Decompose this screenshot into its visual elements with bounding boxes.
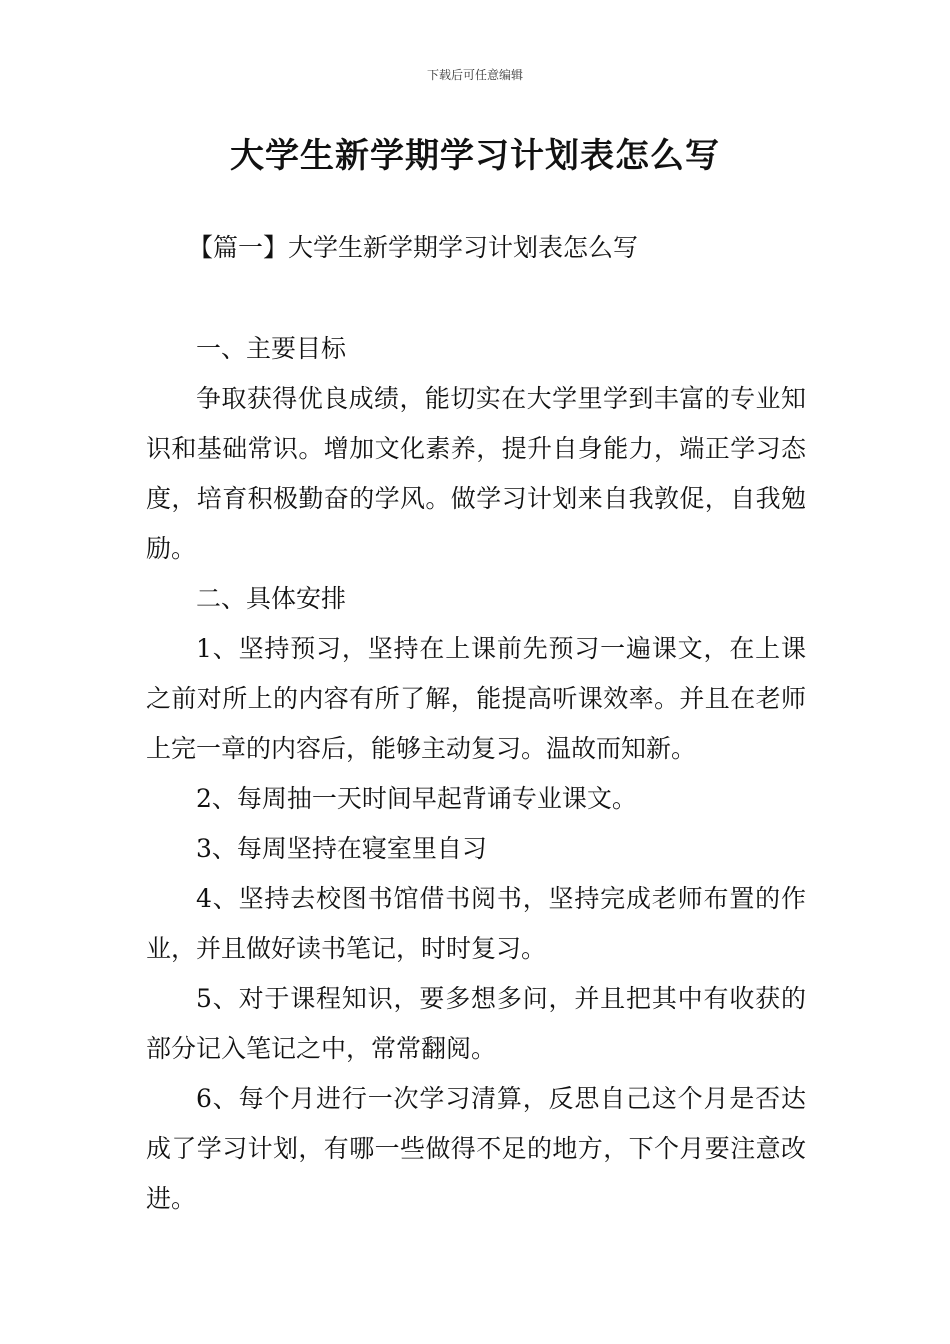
document-title: 大学生新学期学习计划表怎么写 [230,136,720,176]
list-item-4: 4、坚持去校图书馆借书阅书，坚持完成老师布置的作业，并且做好读书笔记，时时复习。 [146,884,806,963]
paragraph-goals: 争取获得优良成绩，能切实在大学里学到丰富的专业知识和基础常识。增加文化素养，提升自身能力，端正学习态度，培育积极勤奋的学风。做学习计划来自我敦促，自我勉励。 [146,384,806,563]
list-item-5: 5、对于课程知识，要多想多问，并且把其中有收获的部分记入笔记之中，常常翻阅。 [146,984,806,1063]
list-item-3: 3、每周坚持在寝室里自习 [196,834,487,863]
list-item-2: 2、每周抽一天时间早起背诵专业课文。 [196,784,637,813]
document-body [146,324,806,1224]
section-heading: 【篇一】大学生新学期学习计划表怎么写 [188,233,639,262]
list-item-6: 6、每个月进行一次学习清算，反思自己这个月是否达成了学习计划，有哪一些做得不足的地方，下个月要注意改进。 [146,1084,806,1213]
header-note: 下载后可任意编辑 [426,68,523,82]
list-item-1: 1、坚持预习，坚持在上课前先预习一遍课文，在上课之前对所上的内容有所了解，能提高听课效率。并且在老师上完一章的内容后，能够主动复习。温故而知新。 [146,634,806,763]
heading-main-goals: 一、主要目标 [196,334,347,363]
heading-arrangement: 二、具体安排 [196,584,347,613]
